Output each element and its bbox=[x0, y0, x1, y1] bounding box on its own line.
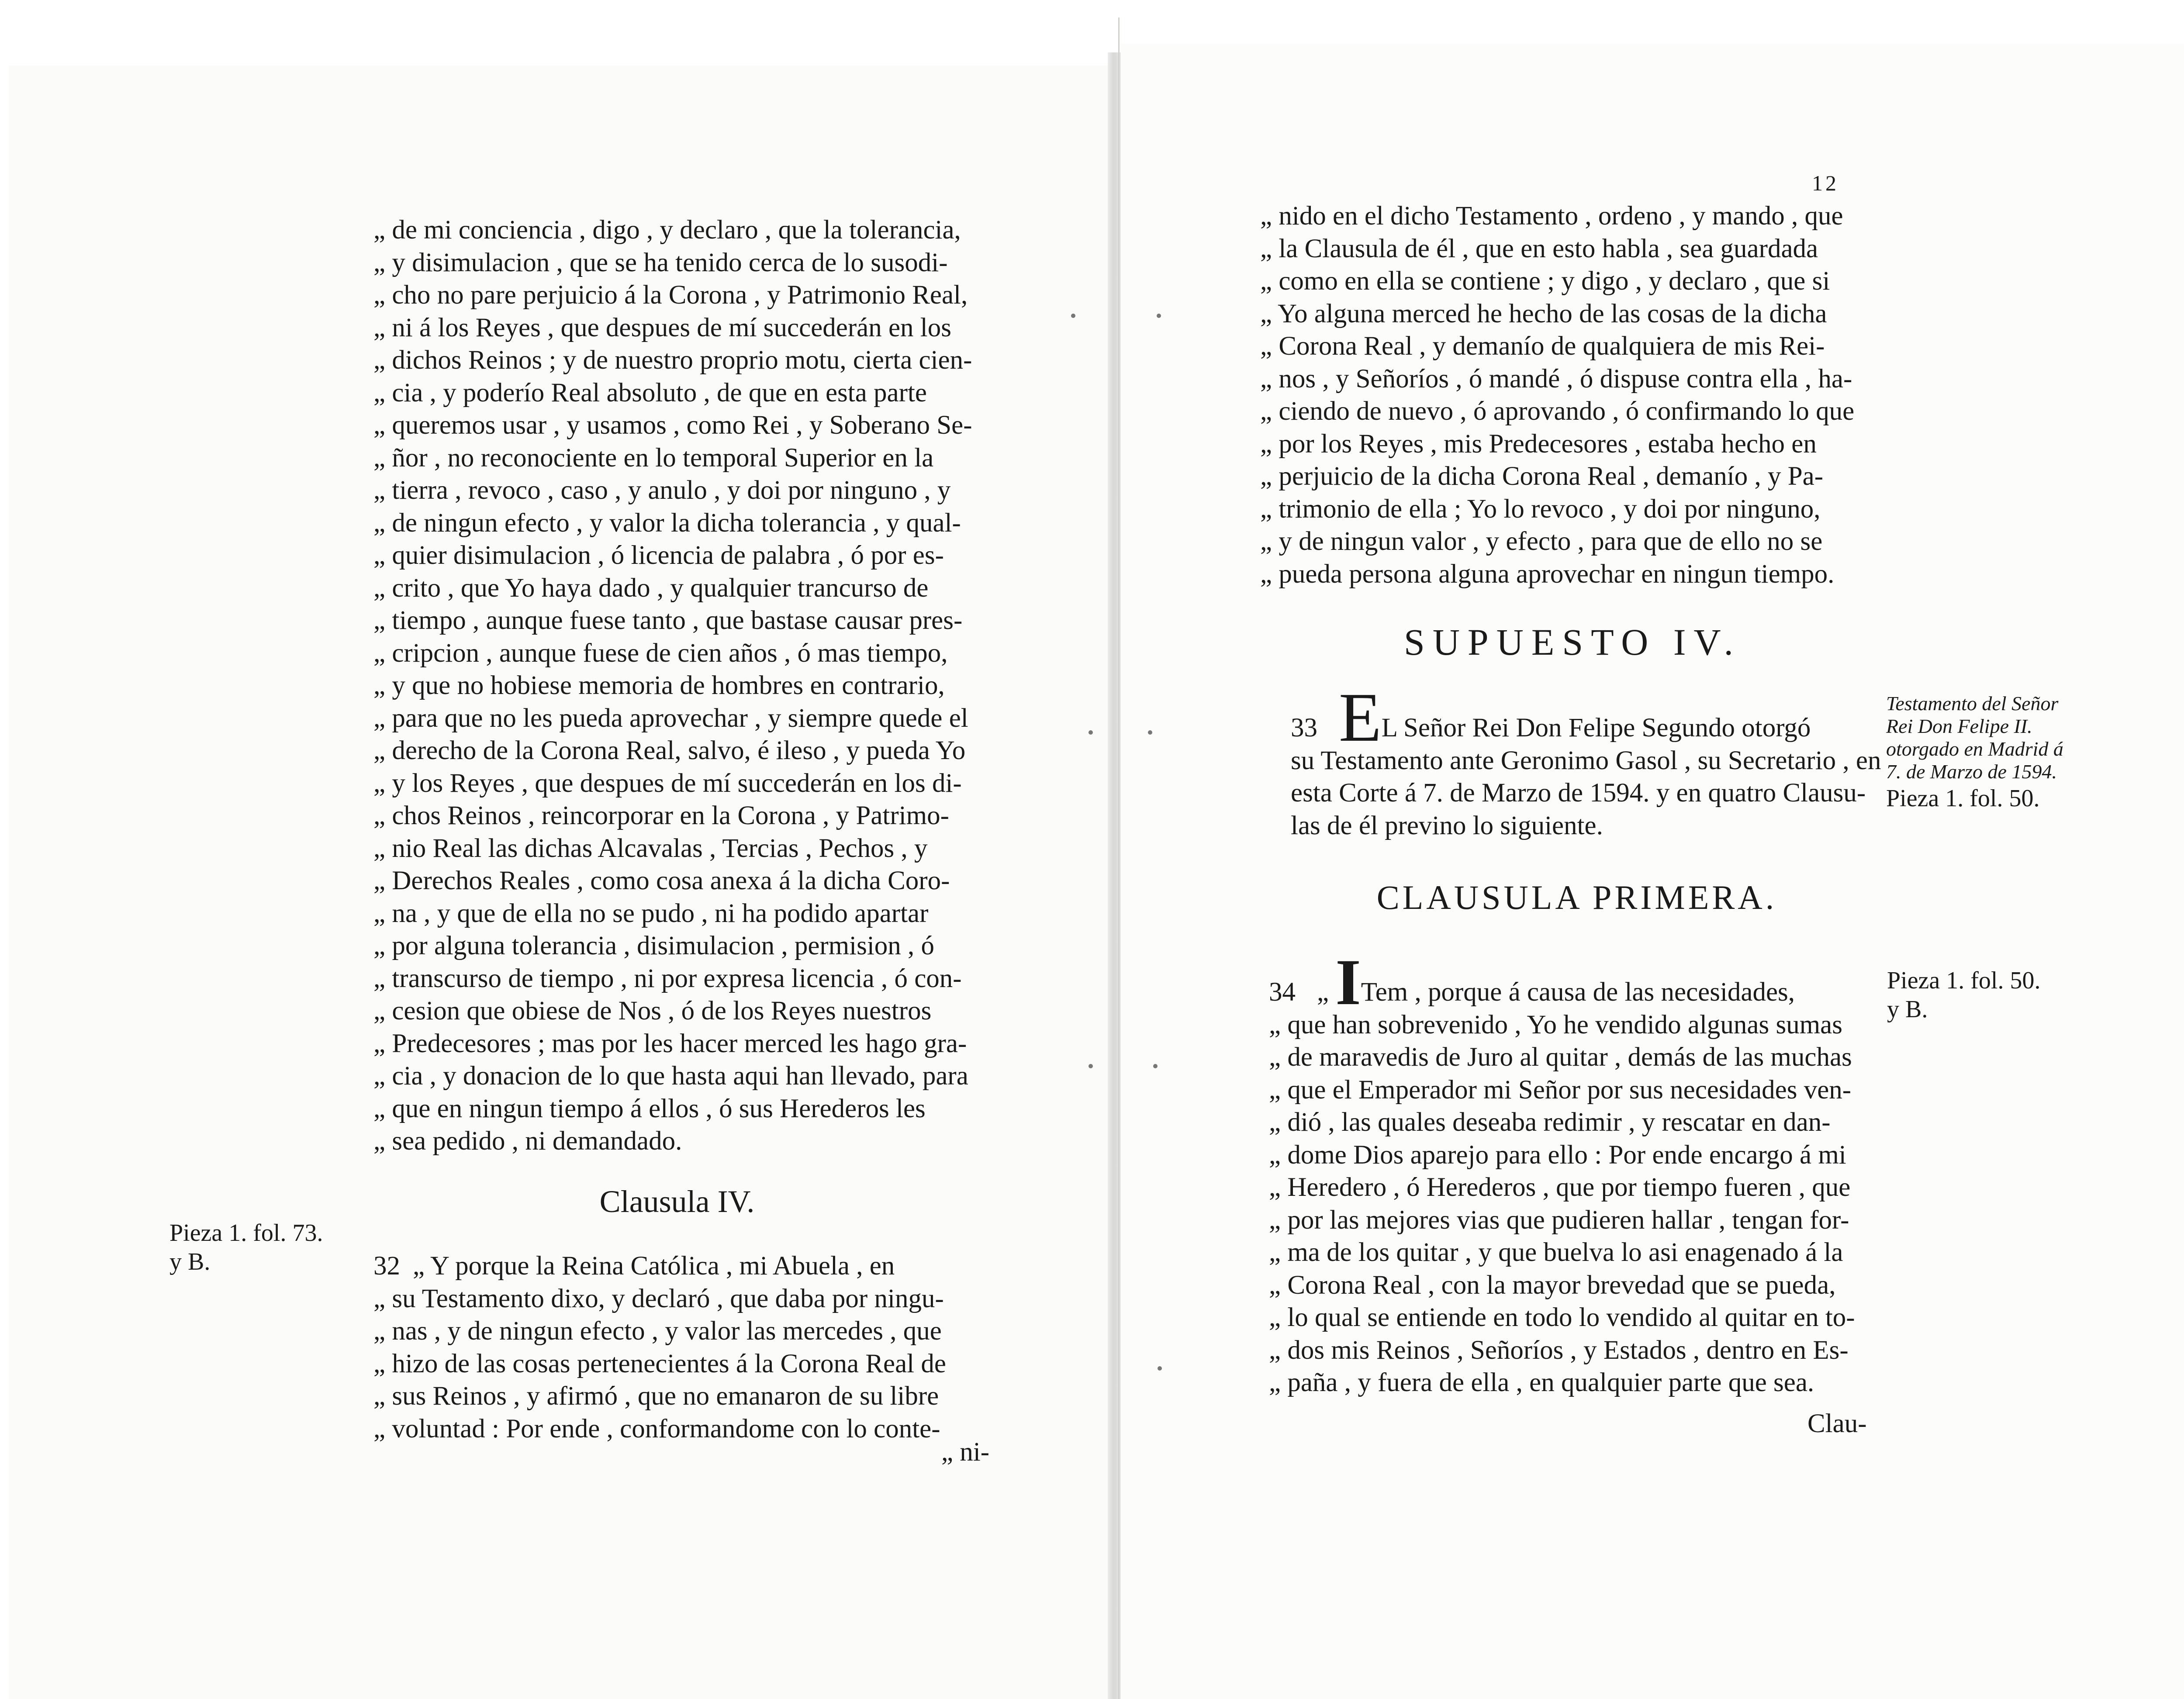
bleed-mark bbox=[1153, 1064, 1158, 1068]
catchword: Clau- bbox=[1807, 1409, 1867, 1438]
text-line: „ hizo de las cosas pertenecientes á la Corona Real de bbox=[373, 1349, 946, 1378]
text-line: „ cripcion , aunque fuese de cien años , ó mas tiempo, bbox=[373, 638, 948, 668]
bleed-mark bbox=[1089, 730, 1093, 735]
margin-note-line: Pieza 1. fol. 50. bbox=[1887, 967, 2041, 994]
paragraph-number: 32 bbox=[373, 1251, 400, 1281]
text-line: „ como en ella se contiene ; y digo , y declaro , que si bbox=[1260, 266, 1830, 296]
text-line: „ na , y que de ella no se pudo , ni ha podido apartar bbox=[373, 898, 929, 928]
text-line-content: L Señor Rei Don Felipe Segundo otorgó bbox=[1381, 713, 1811, 742]
margin-note bbox=[1886, 692, 2063, 814]
text-line-content: „ Y porque la Reina Católica , mi Abuela , en bbox=[413, 1251, 895, 1281]
gutter-line bbox=[1118, 17, 1120, 1699]
text-line: „ perjuicio de la dicha Corona Real , demanío , y Pa- bbox=[1260, 462, 1824, 491]
text-line: „ pueda persona alguna aprovechar en ningun tiempo. bbox=[1260, 559, 1835, 589]
margin-note-line: Testamento del Señor bbox=[1886, 692, 2059, 715]
text-line: las de él previno lo siguiente. bbox=[1291, 811, 1603, 840]
margin-note-line: otorgado en Madrid á bbox=[1886, 738, 2063, 760]
text-line: „ por los Reyes , mis Predecesores , estaba hecho en bbox=[1260, 429, 1817, 459]
quote-mark: „ bbox=[1317, 977, 1329, 1007]
left-page-text-bottom bbox=[373, 1250, 1002, 1445]
text-line: „ la Clausula de él , que en esto habla , sea guardada bbox=[1260, 234, 1818, 263]
bleed-mark bbox=[1089, 1064, 1093, 1068]
text-line: „ voluntad : Por ende , conformandome con lo conte- bbox=[373, 1414, 940, 1443]
text-line: „ sus Reinos , y afirmó , que no emanaron de su libre bbox=[373, 1381, 939, 1411]
paragraph-number: 33 bbox=[1291, 713, 1317, 742]
text-line: „ tierra , revoco , caso , y anulo , y doi por ninguno , y bbox=[373, 476, 951, 505]
text-line: „ transcurso de tiempo , ni por expresa licencia , ó con- bbox=[373, 963, 962, 993]
margin-note-line: Rei Don Felipe II. bbox=[1886, 715, 2032, 737]
text-line: „ Yo alguna merced he hecho de las cosas de la dicha bbox=[1260, 299, 1827, 328]
left-page-text-top bbox=[373, 214, 1002, 1158]
text-line: „ dos mis Reinos , Señoríos , y Estados , dentro en Es- bbox=[1269, 1335, 1849, 1365]
text-line: „ y los Reyes , que despues de mí succederán en los di- bbox=[373, 768, 962, 798]
margin-note-line: y B. bbox=[169, 1248, 211, 1275]
text-line: „ paña , y fuera de ella , en qualquier parte que sea. bbox=[1269, 1368, 1814, 1397]
text-line: „ sea pedido , ni demandado. bbox=[373, 1126, 682, 1156]
drop-cap: I bbox=[1335, 946, 1361, 1019]
page-number: 12 bbox=[1812, 171, 1839, 195]
bleed-mark bbox=[1071, 314, 1075, 318]
text-line: „ para que no les pueda aprovechar , y siempre quede el bbox=[373, 703, 968, 733]
paragraph-33 bbox=[1291, 678, 1881, 842]
section-heading: CLAUSULA PRIMERA. bbox=[1376, 878, 1777, 916]
text-line: „ nos , y Señoríos , ó mandé , ó dispuse contra ella , ha- bbox=[1260, 364, 1852, 394]
margin-note bbox=[1887, 966, 2040, 1024]
text-line: esta Corte á 7. de Marzo de 1594. y en quatro Clausu- bbox=[1291, 778, 1866, 808]
text-line: „ cia , y poderío Real absoluto , de que en esta parte bbox=[373, 378, 927, 407]
paragraph-34 bbox=[1269, 946, 1880, 1399]
text-line: „ Derechos Reales , como cosa anexa á la dicha Coro- bbox=[373, 866, 950, 895]
margin-note-line: Pieza 1. fol. 73. bbox=[169, 1219, 323, 1247]
text-line: „ dió , las quales deseaba redimir , y rescatar en dan- bbox=[1269, 1108, 1831, 1137]
text-line: „ que el Emperador mi Señor por sus necesidades ven- bbox=[1269, 1075, 1852, 1105]
text-line: „ lo qual se entiende en todo lo vendido al quitar en to- bbox=[1269, 1303, 1855, 1332]
text-line: „ chos Reinos , reincorporar en la Corona , y Patrimo- bbox=[373, 801, 949, 830]
text-line: „ tiempo , aunque fuese tanto , que bastase causar pres- bbox=[373, 606, 963, 635]
text-line: „ trimonio de ella ; Yo lo revoco , y doi por ninguno, bbox=[1260, 494, 1821, 524]
margin-note bbox=[169, 1219, 323, 1276]
text-line: „ y que no hobiese memoria de hombres en contrario, bbox=[373, 671, 945, 700]
margin-note-line: y B. bbox=[1887, 996, 1928, 1023]
right-page-text-top bbox=[1260, 200, 1880, 591]
text-line: „ por alguna tolerancia , disimulacion , permision , ó bbox=[373, 931, 935, 960]
text-line: „ nido en el dicho Testamento , ordeno , y mando , que bbox=[1260, 201, 1843, 231]
text-line: „ queremos usar , y usamos , como Rei , y Soberano Se- bbox=[373, 411, 972, 440]
text-line: „ y de ningun valor , y efecto , para que de ello no se bbox=[1260, 527, 1823, 556]
text-line: „ ciendo de nuevo , ó aprovando , ó confirmando lo que bbox=[1260, 397, 1855, 426]
text-line bbox=[373, 1250, 1002, 1283]
text-line: „ cesion que obiese de Nos , ó de los Reyes nuestros bbox=[373, 996, 932, 1026]
catchword: „ ni- bbox=[941, 1437, 990, 1467]
text-line: „ crito , que Yo haya dado , y qualquier trancurso de bbox=[373, 573, 929, 603]
paragraph-number: 34 bbox=[1269, 977, 1296, 1007]
text-line: „ dichos Reinos ; y de nuestro proprio motu, cierta cien- bbox=[373, 345, 972, 375]
text-line: „ derecho de la Corona Real, salvo, é ileso , y pueda Yo bbox=[373, 736, 966, 765]
text-line: „ que en ningun tiempo á ellos , ó sus Herederos les bbox=[373, 1094, 926, 1123]
text-line: „ ñor , no reconociente en lo temporal Superior en la bbox=[373, 443, 934, 473]
margin-note-line: Pieza 1. fol. 50. bbox=[1886, 785, 2040, 812]
text-line: „ Corona Real , y demanío de qualquiera de mis Rei- bbox=[1260, 332, 1825, 361]
section-heading: Clausula IV. bbox=[599, 1184, 755, 1219]
text-line: „ nio Real las dichas Alcavalas , Tercias , Pechos , y bbox=[373, 833, 928, 863]
text-line: „ ni á los Reyes , que despues de mí succederán en los bbox=[373, 313, 951, 342]
text-line: „ de mi conciencia , digo , y declaro , que la tolerancia, bbox=[373, 215, 961, 245]
text-line: „ ma de los quitar , y que buelva lo asi enagenado á la bbox=[1269, 1238, 1843, 1267]
text-line: „ Predecesores ; mas por les hacer merced les hago gra- bbox=[373, 1029, 967, 1058]
margin-note-line: 7. de Marzo de 1594. bbox=[1886, 760, 2057, 783]
section-heading: SUPUESTO IV. bbox=[1404, 621, 1741, 663]
text-line: „ quier disimulacion , ó licencia de palabra , ó por es- bbox=[373, 541, 944, 570]
text-line: „ que han sobrevenido , Yo he vendido algunas sumas bbox=[1269, 1010, 1842, 1039]
text-line: „ Heredero , ó Herederos , que por tiempo fueren , que bbox=[1269, 1173, 1851, 1202]
bleed-mark bbox=[1158, 1366, 1162, 1371]
text-line bbox=[1291, 678, 1880, 756]
text-line: „ su Testamento dixo, y declaró , que daba por ningu- bbox=[373, 1284, 944, 1313]
drop-cap: E bbox=[1339, 678, 1382, 756]
text-line: „ de maravedis de Juro al quitar , demás de las muchas bbox=[1269, 1043, 1852, 1072]
text-line: su Testamento ante Geronimo Gasol , su Secretario , en bbox=[1291, 746, 1881, 775]
text-line: „ dome Dios aparejo para ello : Por ende encargo á mi bbox=[1269, 1140, 1846, 1170]
text-line: „ por las mejores vias que pudieren hallar , tengan for- bbox=[1269, 1205, 1849, 1235]
text-line: „ cho no pare perjuicio á la Corona , y Patrimonio Real, bbox=[373, 280, 968, 310]
text-line bbox=[1269, 946, 1880, 1019]
text-line: „ y disimulacion , que se ha tenido cerca de lo susodi- bbox=[373, 248, 948, 277]
text-line: „ Corona Real , con la mayor brevedad que se pueda, bbox=[1269, 1270, 1836, 1300]
text-line: „ cia , y donacion de lo que hasta aqui han llevado, para bbox=[373, 1061, 968, 1091]
bleed-mark bbox=[1148, 730, 1152, 735]
text-line: „ de ningun efecto , y valor la dicha tolerancia , y qual- bbox=[373, 508, 961, 538]
bleed-mark bbox=[1157, 314, 1161, 318]
text-line-content: Tem , porque á causa de las necesidades, bbox=[1361, 977, 1795, 1007]
text-line: „ nas , y de ningun efecto , y valor las mercedes , que bbox=[373, 1316, 942, 1346]
